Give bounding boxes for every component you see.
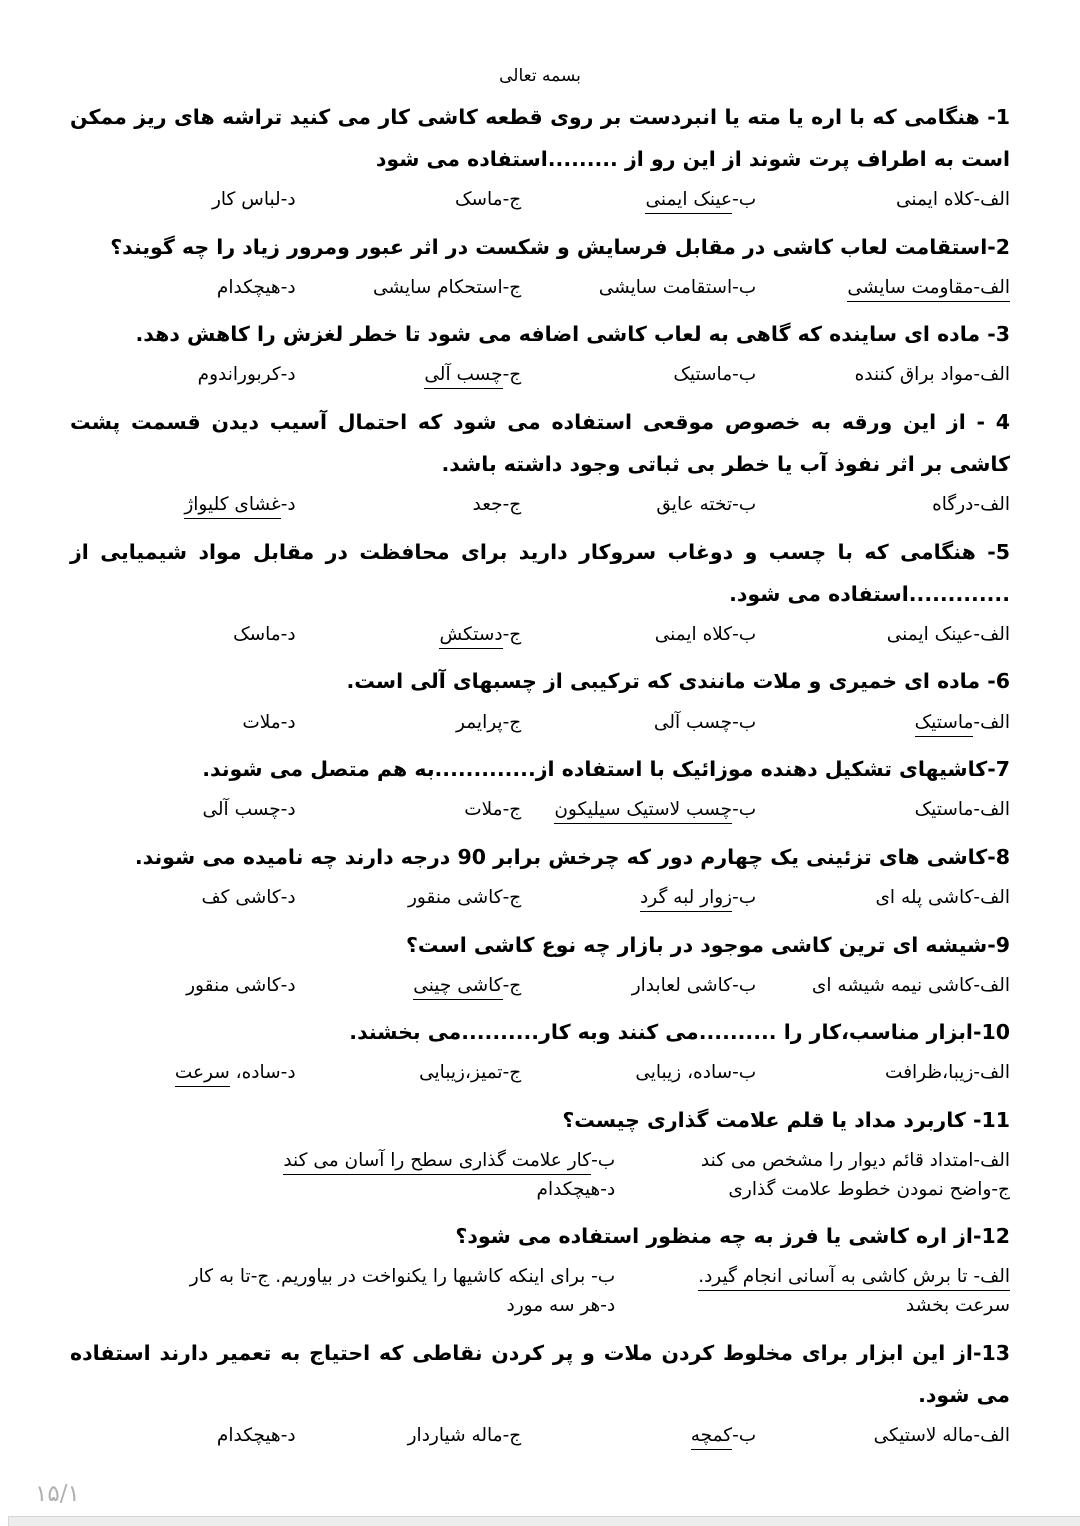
option: ب-ساده، زیبایی	[635, 1062, 757, 1084]
answer-underline: دستکش	[439, 624, 502, 649]
option: ج-ملات	[464, 799, 522, 821]
option: ج-کاشی چینی	[296, 972, 522, 1001]
question-text: 8-کاشی های تزئینی یک چهارم دور که چرخش برابر 90 درجه دارند چه نامیده می شوند.	[134, 844, 1010, 869]
options-row	[70, 878, 1010, 917]
option: ج-چسب آلی	[296, 361, 522, 390]
option: الف-ماستیک	[756, 709, 1010, 738]
question-block	[70, 836, 1010, 917]
option: الف-ماله لاستیکی	[873, 1424, 1010, 1446]
options-row	[70, 1141, 1010, 1208]
option: ج-ماله شیاردار	[407, 1424, 522, 1446]
option: ب-تخته عایق	[656, 494, 757, 516]
question-text: 5- هنگامی که با چسب و دوغاب سروکار دارید برای محافظت در مقابل مواد شیمیایی از .............استفاده می شود.	[70, 539, 1010, 606]
option	[756, 274, 1010, 303]
option: ج-کاشی منقور	[407, 886, 522, 908]
option: ب-عینک ایمنی	[521, 186, 756, 215]
question-text: 7-کاشیهای تشکیل دهنده موزائیک با استفاده از.............به هم متصل می شوند.	[202, 757, 1010, 782]
question-text: 3- ماده ای ساینده که گاهی به لعاب کاشی اضافه می شود تا خطر لغزش را کاهش دهد.	[135, 322, 1010, 347]
options-row	[70, 966, 1010, 1005]
option: ج-پرایمر	[456, 711, 522, 733]
option: د-هر سه مورد	[506, 1294, 616, 1316]
options-row	[70, 1416, 1010, 1455]
question-block	[70, 660, 1010, 741]
option: د-کاشی کف	[201, 886, 296, 908]
question-block	[70, 1099, 1010, 1208]
option: ب-چسب لاستیک سیلیکون	[521, 796, 756, 825]
answer-underline: کمچه	[691, 1425, 732, 1450]
option: د-چسب آلی	[202, 799, 296, 821]
option: ب-ماستیک	[673, 364, 757, 386]
question-text: 13-از این ابزار برای مخلوط کردن ملات و پر کردن نقاطی که احتیاج به تعمیر دارند استفاده می شود.	[70, 1340, 1010, 1407]
option: الف-ماستیک	[914, 799, 1010, 821]
answer-underline: کاشی چینی	[413, 975, 502, 1000]
answer-underline: غشای کلیواژ	[184, 494, 280, 519]
question-block	[70, 1011, 1010, 1092]
question-block	[70, 531, 1010, 654]
question-text: 4 - از این ورقه به خصوص موقعی استفاده می شود که احتمال آسیب دیدن قسمت پشت کاشی بر اثر نفوذ آب یا خطر بی ثباتی وجود داشته باشد.	[70, 410, 1010, 477]
option: الف-درگاه	[932, 494, 1010, 516]
options-row	[70, 790, 1010, 829]
question-text: 12-از اره کاشی یا فرز به چه منظور استفاده می شود؟	[455, 1224, 1010, 1249]
question-text: 10-ابزار مناسب،کار را ..........می کنند وبه کار..........می بخشند.	[349, 1020, 1010, 1045]
answer-underline: عینک ایمنی	[645, 189, 732, 214]
answer-underline: الف- تا برش کاشی به آسانی انجام گیرد.	[698, 1266, 1010, 1291]
option: د-غشای کلیواژ	[70, 491, 296, 520]
options-row	[70, 268, 1010, 307]
question-text: 1- هنگامی که با اره یا مته یا انبردست بر روی قطعه کاشی کار می کنید تراشه های ریز ممکن است به اطراف پرت شوند از این رو از .........استفاده می شود	[70, 105, 1010, 172]
options-row	[70, 180, 1010, 219]
options-row	[70, 1257, 1010, 1324]
option: سرعت بخشد	[905, 1294, 1010, 1316]
option: الف-زیبا،ظرافت	[885, 1062, 1010, 1084]
option: ج-دستکش	[296, 621, 522, 650]
answer-underline: ماستیک	[915, 712, 974, 737]
option: د-هیچکدام	[216, 276, 296, 298]
question-text: 6- ماده ای خمیری و ملات مانندی که ترکیبی از چسبهای آلی است.	[346, 669, 1010, 694]
option: الف-عینک ایمنی	[886, 623, 1010, 645]
option: ب-کار علامت گذاری سطح را آسان می کند	[70, 1147, 615, 1176]
questions-list	[70, 96, 1010, 1454]
option: ج-واضح نمودن خطوط علامت گذاری	[728, 1178, 1010, 1200]
option: د-کربوراندوم	[197, 364, 296, 386]
option: ب-کاشی لعابدار	[631, 974, 757, 996]
question-text: 2-استقامت لعاب کاشی در مقابل فرسایش و شکست در اثر عبور ومرور زیاد را چه گویند؟	[110, 234, 1010, 259]
options-row	[70, 703, 1010, 742]
option: ج-جعد	[472, 494, 522, 516]
question-block	[70, 1215, 1010, 1324]
option: ج-تمیز،زیبایی	[419, 1062, 522, 1084]
answer-underline: کار علامت گذاری سطح را آسان می کند	[283, 1150, 591, 1175]
question-block	[70, 96, 1010, 219]
option: ب-چسب آلی	[653, 711, 757, 733]
answer-underline: الف-مقاومت سایشی	[847, 277, 1010, 302]
option: ج-ماسک	[454, 189, 522, 211]
option: د-هیچکدام	[536, 1178, 616, 1200]
options-row	[70, 615, 1010, 654]
bismillah-header: بسمه تعالی	[499, 66, 581, 86]
option: الف-کلاه ایمنی	[895, 189, 1010, 211]
option: ج-استحکام سایشی	[373, 276, 522, 298]
option: د-ساده، سرعت	[70, 1059, 296, 1088]
option: د-کاشی منقور	[186, 974, 296, 996]
option: د-ماسک	[233, 623, 296, 645]
answer-underline: سرعت	[175, 1062, 230, 1087]
option: ب-استقامت سایشی	[598, 276, 757, 298]
answer-underline: چسب آلی	[424, 364, 502, 389]
option: الف-کاشی نیمه شیشه ای	[811, 974, 1010, 996]
next-page-edge	[8, 1516, 1080, 1526]
option: د-هیچکدام	[216, 1424, 296, 1446]
question-block	[70, 313, 1010, 394]
answer-underline: چسب لاستیک سیلیکون	[554, 799, 732, 824]
option: ب-کلاه ایمنی	[654, 623, 757, 645]
option: ب-کمچه	[521, 1422, 756, 1451]
option: الف-کاشی پله ای	[875, 886, 1010, 908]
question-block	[70, 1332, 1010, 1455]
question-text: 11- کاربرد مداد یا قلم علامت گذاری چیست؟	[562, 1107, 1010, 1132]
option: د-ملات	[242, 711, 296, 733]
option: ب- برای اینکه کاشیها را یکنواخت در بیاوریم. ج-تا به کار	[189, 1266, 616, 1288]
question-block	[70, 226, 1010, 307]
option: ب-زوار لبه گرد	[521, 884, 756, 913]
question-block	[70, 924, 1010, 1005]
option: د-لباس کار	[211, 189, 296, 211]
page-number: ۱۵/۱	[35, 1481, 80, 1507]
options-row	[70, 1053, 1010, 1092]
option	[615, 1263, 1010, 1292]
options-row	[70, 355, 1010, 394]
answer-underline: زوار لبه گرد	[640, 887, 732, 912]
question-block	[70, 401, 1010, 524]
option: الف-امتداد قائم دیوار را مشخص می کند	[700, 1149, 1010, 1171]
option: الف-مواد براق کننده	[854, 364, 1010, 386]
question-block	[70, 748, 1010, 829]
options-row	[70, 485, 1010, 524]
question-text: 9-شیشه ای ترین کاشی موجود در بازار چه نوع کاشی است؟	[406, 932, 1010, 957]
